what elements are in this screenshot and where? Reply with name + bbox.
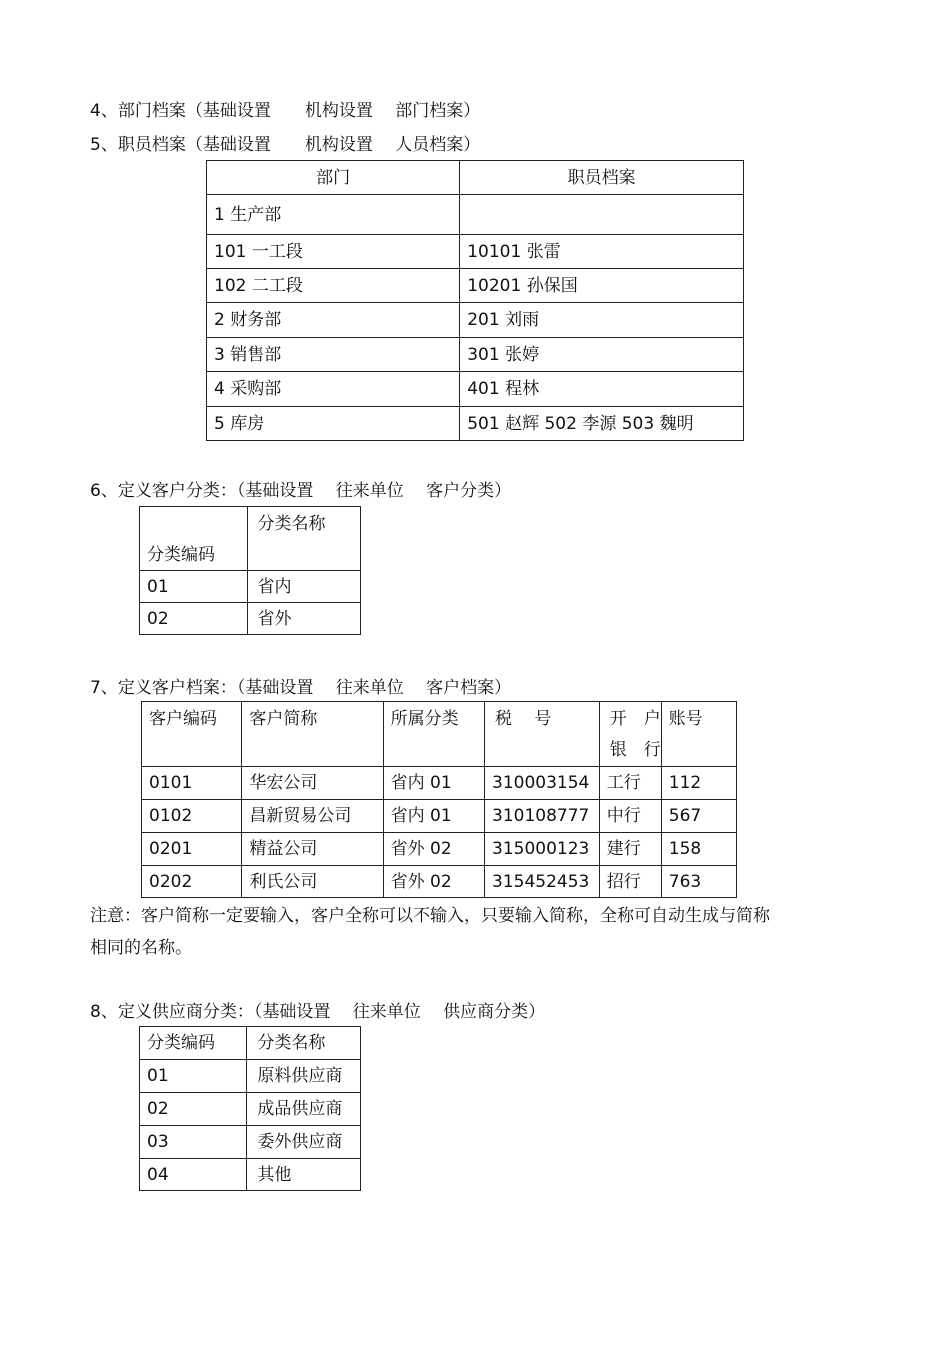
header-bank-line1: 开 户 — [609, 709, 661, 729]
table-cell: 10201 孙保国 — [460, 269, 744, 303]
table-cell: 昌新贸易公司 — [242, 800, 383, 833]
table-cell: 0202 — [142, 866, 242, 898]
section-7-heading: 7、定义客户档案：（基础设置 往来单位 客户档案） — [90, 678, 512, 698]
table-cell: 02 — [140, 603, 248, 635]
table-cell: 310108777 — [485, 800, 600, 833]
table-cell: 4 采购部 — [207, 372, 460, 407]
table-cell: 02 — [140, 1093, 247, 1126]
table-cell: 5 库房 — [207, 407, 460, 441]
table-cell: 华宏公司 — [242, 767, 383, 800]
table-cell: 1 生产部 — [207, 195, 460, 235]
table-cell: 省内 01 — [383, 767, 484, 800]
header-category-name: 分类名称 — [247, 507, 360, 571]
table-cell: 3 销售部 — [207, 338, 460, 372]
table-cell: 省外 — [247, 603, 360, 635]
header-customer-code: 客户编码 — [142, 702, 242, 767]
table-cell: 省内 01 — [383, 800, 484, 833]
table-cell: 0102 — [142, 800, 242, 833]
table-cell: 201 刘雨 — [460, 303, 744, 338]
section-4-heading: 4、部门档案（基础设置 机构设置 部门档案） — [90, 101, 481, 121]
table-cell: 建行 — [599, 833, 661, 866]
table-cell: 省内 — [247, 571, 360, 603]
customer-category-table — [139, 506, 361, 635]
table-cell: 省外 02 — [383, 866, 484, 898]
note-line-2: 相同的名称。 — [90, 938, 192, 958]
table-cell: 301 张婷 — [460, 338, 744, 372]
header-customer-short-name: 客户简称 — [242, 702, 383, 767]
table-cell: 101 一工段 — [207, 235, 460, 269]
table-cell: 成品供应商 — [247, 1093, 361, 1126]
section-8-heading: 8、定义供应商分类：（基础设置 往来单位 供应商分类） — [90, 1002, 546, 1022]
table-cell: 工行 — [599, 767, 661, 800]
table-cell: 原料供应商 — [247, 1060, 361, 1093]
table-cell: 0201 — [142, 833, 242, 866]
header-account: 账号 — [661, 702, 736, 767]
header-category: 所属分类 — [383, 702, 484, 767]
table-cell: 315000123 — [485, 833, 600, 866]
table-cell: 315452453 — [485, 866, 600, 898]
table-cell: 501 赵辉 502 李源 503 魏明 — [460, 407, 744, 441]
section-5-heading: 5、职员档案（基础设置 机构设置 人员档案） — [90, 135, 481, 155]
table-cell: 03 — [140, 1126, 247, 1159]
section-6-heading: 6、定义客户分类：（基础设置 往来单位 客户分类） — [90, 481, 512, 501]
table-cell: 省外 02 — [383, 833, 484, 866]
table-cell: 10101 张雷 — [460, 235, 744, 269]
table-cell: 567 — [661, 800, 736, 833]
table-cell: 01 — [140, 571, 248, 603]
header-bank-line2: 银 行 — [609, 740, 661, 760]
employee-table — [206, 160, 744, 441]
table-cell — [460, 195, 744, 235]
table-cell: 158 — [661, 833, 736, 866]
header-department: 部门 — [207, 161, 460, 195]
table-cell: 2 财务部 — [207, 303, 460, 338]
table-cell: 精益公司 — [242, 833, 383, 866]
table-cell: 763 — [661, 866, 736, 898]
table-cell: 利氏公司 — [242, 866, 383, 898]
table-cell: 其他 — [247, 1159, 361, 1191]
header-category-code: 分类编码 — [140, 1027, 247, 1060]
header-category-code: 分类编码 — [140, 507, 248, 571]
note-line-1: 注意：客户简称一定要输入，客户全称可以不输入，只要输入简称，全称可自动生成与简称 — [90, 906, 770, 926]
supplier-category-table — [139, 1026, 361, 1191]
table-cell: 中行 — [599, 800, 661, 833]
table-cell: 01 — [140, 1060, 247, 1093]
customer-archive-table — [141, 701, 737, 898]
header-bank — [599, 702, 661, 767]
table-cell: 招行 — [599, 866, 661, 898]
header-category-name: 分类名称 — [247, 1027, 361, 1060]
table-cell: 04 — [140, 1159, 247, 1191]
table-cell: 310003154 — [485, 767, 600, 800]
header-employee: 职员档案 — [460, 161, 744, 195]
header-tax-number: 税 号 — [485, 702, 600, 767]
table-cell: 102 二工段 — [207, 269, 460, 303]
table-cell: 委外供应商 — [247, 1126, 361, 1159]
table-cell: 401 程林 — [460, 372, 744, 407]
table-cell: 112 — [661, 767, 736, 800]
table-cell: 0101 — [142, 767, 242, 800]
